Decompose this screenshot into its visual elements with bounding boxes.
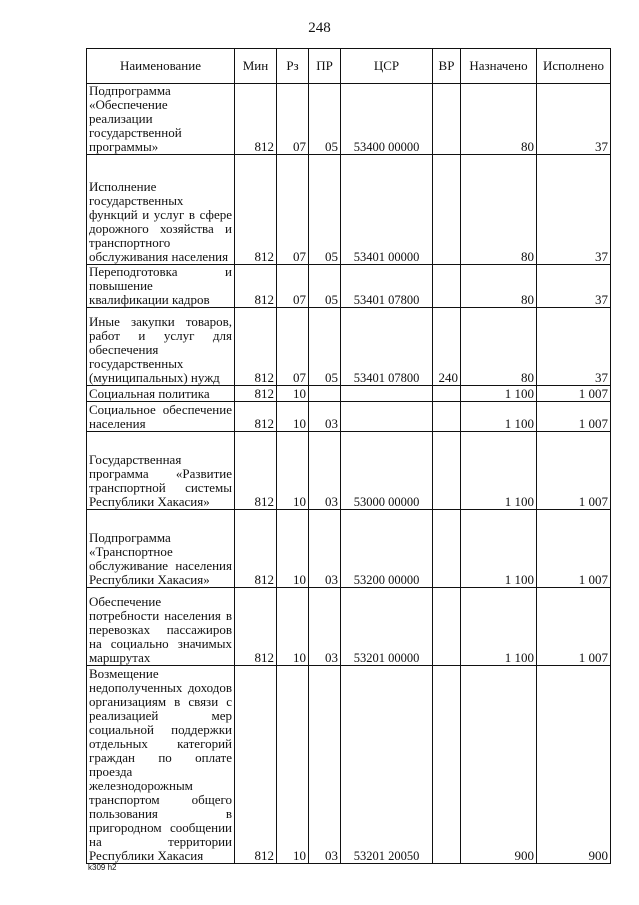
- header-pr: ПР: [309, 49, 341, 84]
- header-vr: ВР: [433, 49, 461, 84]
- row-vr: 240: [433, 308, 461, 386]
- row-csr: 53401 07800: [341, 308, 433, 386]
- row-min: 812: [235, 402, 277, 432]
- row-assigned: 1 100: [461, 510, 537, 588]
- row-pr: [309, 386, 341, 402]
- row-min: 812: [235, 84, 277, 155]
- header-csr: ЦСР: [341, 49, 433, 84]
- row-pr: 03: [309, 402, 341, 432]
- row-vr: [433, 155, 461, 265]
- row-vr: [433, 386, 461, 402]
- footer-code: k309 h2: [88, 863, 117, 872]
- table-row: [87, 84, 611, 155]
- row-rz: 07: [277, 84, 309, 155]
- row-pr: 03: [309, 432, 341, 510]
- row-name: Обеспечение потребности населения в перевозках пассажиров на социально значимых маршрутах: [87, 588, 235, 666]
- row-assigned: 1 100: [461, 402, 537, 432]
- table-row: [87, 588, 611, 666]
- row-name: Социальное обеспечение населения: [87, 402, 235, 432]
- row-rz: 07: [277, 308, 309, 386]
- row-pr: 03: [309, 666, 341, 864]
- row-assigned: 900: [461, 666, 537, 864]
- row-rz: 10: [277, 588, 309, 666]
- row-executed: 37: [537, 155, 611, 265]
- header-executed: Исполнено: [537, 49, 611, 84]
- row-executed: 37: [537, 265, 611, 308]
- row-min: 812: [235, 510, 277, 588]
- row-executed: 1 007: [537, 432, 611, 510]
- table-row: [87, 155, 611, 265]
- table-header-row: [87, 49, 611, 84]
- row-executed: 1 007: [537, 588, 611, 666]
- row-pr: 05: [309, 155, 341, 265]
- row-name: Иные закупки товаров, работ и услуг для обеспечения государственных (муниципальных) нужд: [87, 308, 235, 386]
- row-csr: 53401 00000: [341, 155, 433, 265]
- row-name: Социальная политика: [87, 386, 235, 402]
- row-min: 812: [235, 308, 277, 386]
- row-min: 812: [235, 265, 277, 308]
- row-executed: 900: [537, 666, 611, 864]
- row-min: 812: [235, 666, 277, 864]
- row-executed: 37: [537, 308, 611, 386]
- row-vr: [433, 402, 461, 432]
- header-min: Мин: [235, 49, 277, 84]
- row-csr: [341, 386, 433, 402]
- row-vr: [433, 84, 461, 155]
- row-min: 812: [235, 432, 277, 510]
- row-csr: 53000 00000: [341, 432, 433, 510]
- row-executed: 37: [537, 84, 611, 155]
- row-assigned: 80: [461, 155, 537, 265]
- page-number: 248: [308, 20, 331, 36]
- row-name: Возмещение недополученных доходов организациям в связи с реализацией мер социальной поддержки отдельных категорий граждан по оплате проезда железнодорожным транспортом общего пользования в пригородном сообщении на территории Республики Хакасия: [87, 666, 235, 864]
- header-assigned: Назначено: [461, 49, 537, 84]
- row-assigned: 1 100: [461, 386, 537, 402]
- table-row: [87, 402, 611, 432]
- row-vr: [433, 666, 461, 864]
- table-row: [87, 308, 611, 386]
- table-row: [87, 386, 611, 402]
- header-name: Наименование: [87, 49, 235, 84]
- row-rz: 10: [277, 510, 309, 588]
- row-assigned: 80: [461, 84, 537, 155]
- row-csr: [341, 402, 433, 432]
- row-min: 812: [235, 155, 277, 265]
- budget-table: [86, 48, 611, 864]
- row-rz: 07: [277, 155, 309, 265]
- row-assigned: 1 100: [461, 432, 537, 510]
- row-rz: 10: [277, 432, 309, 510]
- header-rz: Рз: [277, 49, 309, 84]
- table-row: [87, 666, 611, 864]
- row-executed: 1 007: [537, 510, 611, 588]
- row-pr: 05: [309, 308, 341, 386]
- row-name: Подпрограмма «Транспортное обслуживание населения Республики Хакасия»: [87, 510, 235, 588]
- row-vr: [433, 265, 461, 308]
- row-csr: 53201 20050: [341, 666, 433, 864]
- row-min: 812: [235, 588, 277, 666]
- row-csr: 53200 00000: [341, 510, 433, 588]
- row-pr: 05: [309, 84, 341, 155]
- row-rz: 10: [277, 386, 309, 402]
- row-csr: 53401 07800: [341, 265, 433, 308]
- row-rz: 10: [277, 666, 309, 864]
- row-csr: 53400 00000: [341, 84, 433, 155]
- row-vr: [433, 432, 461, 510]
- row-min: 812: [235, 386, 277, 402]
- row-pr: 05: [309, 265, 341, 308]
- row-assigned: 1 100: [461, 588, 537, 666]
- row-rz: 07: [277, 265, 309, 308]
- row-executed: 1 007: [537, 386, 611, 402]
- row-vr: [433, 510, 461, 588]
- row-name: Подпрограмма «Обеспечение реализации государственной программы»: [87, 84, 235, 155]
- row-executed: 1 007: [537, 402, 611, 432]
- row-rz: 10: [277, 402, 309, 432]
- row-assigned: 80: [461, 265, 537, 308]
- table-row: [87, 265, 611, 308]
- row-name: Исполнение государственных функций и услуг в сфере дорожного хозяйства и транспортного обслуживания населения: [87, 155, 235, 265]
- table-row: [87, 510, 611, 588]
- row-csr: 53201 00000: [341, 588, 433, 666]
- table-row: [87, 432, 611, 510]
- row-name: Государственная программа «Развитие транспортной системы Республики Хакасия»: [87, 432, 235, 510]
- row-pr: 03: [309, 510, 341, 588]
- row-assigned: 80: [461, 308, 537, 386]
- row-pr: 03: [309, 588, 341, 666]
- row-vr: [433, 588, 461, 666]
- row-name: Переподготовка и повышение квалификации кадров: [87, 265, 235, 308]
